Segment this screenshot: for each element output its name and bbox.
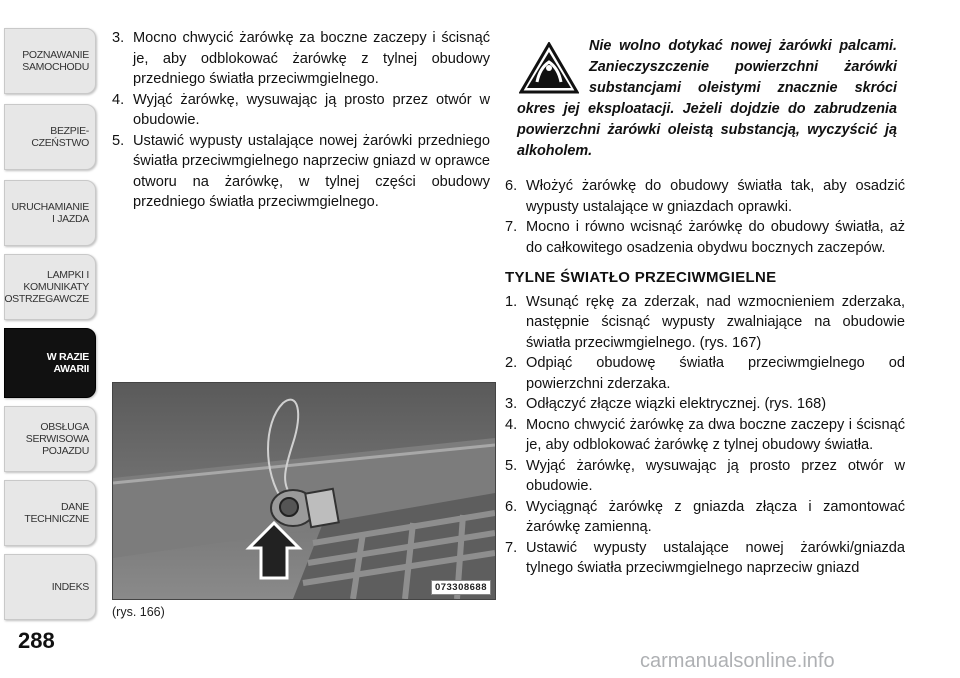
warning-box [517,36,897,162]
list-item [505,415,905,456]
item-number: 6. [505,178,518,194]
list-item [505,497,905,538]
warning-text: Nie wolno dotykać nowej żarówki palcami. Zanieczyszczenie powierzchni żarówki substancjami oleistymi znacznie skróci okres jej eksploatacji. Jeżeli dojdzie do zabrudzenia powierzchni żarówki oleistą substancją, wyczyścić ją alkoholem. [517,38,897,159]
watermark: carmanualsonline.info [640,650,835,672]
item-text: Mocno chwycić żarówkę za boczne zaczepy i ścisnąć je, aby odblokować żarówkę z tylnej obudowy przedniego światła przeciwmgielnego. [133,30,490,87]
list-item [505,292,905,354]
tab-label: DANE TECHNICZNE [24,501,89,525]
list-item [505,394,905,415]
tab-label: BEZPIE- CZEŃSTWO [31,125,89,149]
tab-poznawanie-samochodu[interactable] [4,28,96,94]
warning-triangle-icon [519,42,579,94]
item-text: Ustawić wypusty ustalające nowej żarówki/gniazda tylnego światła przeciwmgielnego naprzeciw gniazd [526,539,905,576]
list-item [112,90,490,131]
tab-bezpieczenstwo[interactable] [4,104,96,170]
item-text: Mocno i równo wcisnąć żarówkę do obudowy światła, aż do całkowitego osadzenia obydwu bocznych zaczepów. [526,219,905,256]
tab-label: INDEKS [51,581,89,593]
item-text: Odpiąć obudowę światła przeciwmgielnego od powierzchni zderzaka. [526,355,905,392]
section-heading: TYLNE ŚWIATŁO PRZECIWMGIELNE [505,269,777,286]
item-text: Mocno chwycić żarówkę za dwa boczne zaczepy i ścisnąć je, aby odblokować żarówkę z tylnej obudowy światła. [526,416,905,453]
tab-label: POZNAWANIE SAMOCHODU [22,49,89,73]
tab-w-razie-awarii[interactable] [4,328,96,398]
item-text: Wyjąć żarówkę, wysuwając ją prosto przez otwór w obudowie. [526,457,905,494]
item-number: 5. [112,132,125,149]
item-number: 2. [505,355,518,371]
tab-label: URUCHAMIANIE I JAZDA [11,201,89,225]
list-item [505,538,905,579]
list-item [505,456,905,497]
tab-label: OBSŁUGA SERWISOWA POJAZDU [25,421,89,457]
item-text: Wsunąć rękę za zderzak, nad wzmocnieniem zderzaka, następnie ścisnąć wypusty zwalniające na obudowie światła przeciwmgielnego. (rys. 167) [526,293,905,351]
tab-obsluga-serwisowa[interactable] [4,406,96,472]
item-number: 3. [112,30,125,46]
chapter-sidebar [0,0,100,640]
item-text: Wyciągnąć żarówkę z gniazda złącza i zamontować żarówkę zamienną. [526,498,905,535]
figure-fog-light-bulb [112,382,496,600]
item-text: Ustawić wypusty ustalające nowej żarówki przedniego światła przeciwmgielnego naprzeciw gniazd w oprawce otworu na żarówkę, w tylnej części obudowy przedniego światła przeciwmgielnego. [133,132,490,210]
list-item [505,176,905,217]
item-number: 7. [505,539,518,556]
tab-dane-techniczne[interactable] [4,480,96,546]
figure-caption: (rys. 166) [112,605,165,619]
item-text: Wyjąć żarówkę, wysuwając ją prosto przez otwór w obudowie. [133,91,490,128]
tab-label: LAMPKI I KOMUNIKATY OSTRZEGAWCZE [4,269,89,305]
tab-uruchamianie-i-jazda[interactable] [4,180,96,246]
list-item [112,131,490,213]
item-text: Odłączyć złącze wiązki elektrycznej. (rys. 168) [526,396,827,412]
item-number: 4. [112,91,125,108]
figure-code: 073308688 [431,580,491,595]
tab-label: W RAZIE AWARII [46,351,89,375]
page-number: 288 [18,628,55,653]
tab-lampki-i-komunikaty[interactable] [4,254,96,320]
item-number: 1. [505,293,518,310]
right-column [505,176,905,579]
tab-indeks[interactable] [4,554,96,620]
item-text: Włożyć żarówkę do obudowy światła tak, aby osadzić wypusty ustalające w gniazdach oprawki. [526,178,905,215]
item-number: 7. [505,219,518,235]
list-item [505,217,905,258]
item-number: 6. [505,498,518,515]
left-column [112,28,490,213]
item-number: 4. [505,416,518,433]
list-item [112,28,490,90]
item-number: 3. [505,396,518,412]
item-number: 5. [505,457,518,474]
list-item [505,353,905,394]
bumper-illustration [113,383,495,599]
